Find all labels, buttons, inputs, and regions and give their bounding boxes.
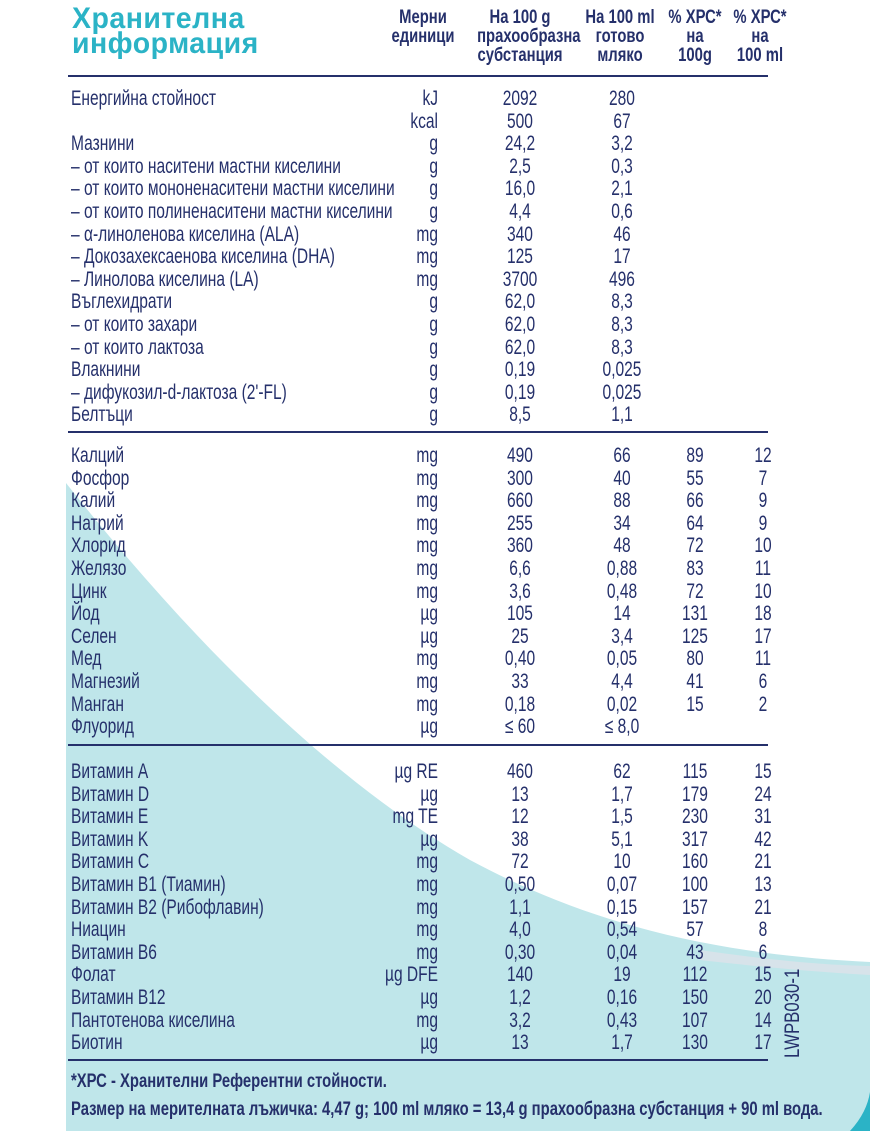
cell-p1: 112 — [682, 963, 708, 987]
cell-name: Ниацин — [71, 918, 126, 942]
cell-ml: 0,54 — [606, 918, 638, 942]
cell-ml: 62 — [613, 760, 631, 783]
column-header-line: готово — [595, 26, 645, 47]
cell-ml: 2,1 — [611, 177, 633, 201]
cell-ml: 280 — [609, 87, 635, 110]
cell-g: 0,30 — [504, 940, 536, 964]
table-row — [0, 201, 870, 223]
product-code: LWPB030-1 — [781, 968, 804, 1058]
cell-g: 2092 — [502, 87, 538, 110]
cell-name: Белтъци — [71, 403, 133, 427]
cell-name: Селен — [71, 624, 117, 648]
cell-g: 0,19 — [504, 358, 536, 382]
table-row — [0, 897, 870, 919]
table-row — [0, 382, 870, 404]
cell-g: 4,0 — [509, 918, 531, 942]
column-header-line: % ХРС* — [668, 7, 722, 28]
table-row — [0, 761, 870, 783]
cell-g: 12 — [511, 805, 529, 829]
cell-p2: 8 — [758, 918, 768, 942]
cell-name: Фолат — [71, 963, 116, 987]
cell-unit: mg — [416, 267, 438, 291]
cell-p2: 24 — [754, 782, 772, 806]
cell-name: Биотин — [71, 1031, 123, 1055]
cell-unit: µg — [420, 602, 438, 626]
cell-ml: 67 — [613, 109, 631, 133]
cell-unit: mg — [416, 557, 438, 580]
cell-name: Натрий — [71, 511, 124, 535]
cell-unit: mg — [416, 511, 438, 535]
cell-g: 62,0 — [504, 290, 536, 314]
cell-ml: 5,1 — [611, 827, 633, 851]
footnote-reference-values: *ХРС - Хранителни Референтни стойности. — [71, 1071, 387, 1092]
table-row — [0, 445, 870, 467]
table-row — [0, 603, 870, 625]
cell-name: – дифукозил-d-лактоза (2'-FL) — [71, 380, 287, 404]
cell-ml: 8,3 — [611, 313, 633, 336]
cell-unit: mg — [416, 1008, 438, 1032]
cell-p1: 41 — [686, 670, 704, 693]
cell-name: Йод — [71, 602, 100, 626]
cell-ml: 8,3 — [611, 335, 633, 359]
cell-ml: 1,7 — [611, 1031, 633, 1055]
cell-p1: 130 — [682, 1031, 708, 1055]
table-row — [0, 359, 870, 381]
cell-name: – от които захари — [71, 313, 198, 336]
cell-name: Магнезий — [71, 670, 140, 693]
table-row — [0, 490, 870, 512]
title-line-2: информация — [72, 27, 259, 60]
table-row — [0, 133, 870, 155]
cell-ml: ≤ 8,0 — [604, 715, 640, 739]
cell-unit: µg — [420, 715, 438, 739]
cell-p1: 55 — [686, 466, 704, 490]
cell-unit: µg — [420, 782, 438, 806]
cell-g: 3,2 — [509, 1008, 531, 1032]
column-header-line: на — [751, 26, 769, 47]
cell-unit: mg — [416, 444, 438, 467]
cell-p1: 179 — [682, 782, 708, 806]
cell-p2: 15 — [754, 760, 772, 783]
cell-name: Калий — [71, 489, 116, 513]
cell-p1: 100 — [682, 873, 708, 896]
cell-g: 490 — [507, 444, 533, 467]
cell-g: 1,2 — [509, 986, 531, 1009]
cell-g: 0,40 — [504, 647, 536, 671]
table-row — [0, 964, 870, 986]
table-row — [0, 156, 870, 178]
table-row — [0, 648, 870, 670]
table-row — [0, 626, 870, 648]
cell-ml: 0,6 — [611, 200, 633, 223]
cell-ml: 1,5 — [611, 805, 633, 829]
cell-g: 255 — [507, 511, 533, 535]
cell-p2: 11 — [754, 647, 772, 671]
table-row — [0, 558, 870, 580]
cell-unit: mg — [416, 692, 438, 716]
cell-unit: mg — [416, 647, 438, 671]
cell-ml: 1,1 — [611, 403, 633, 427]
cell-name: Витамин B12 — [71, 986, 166, 1009]
cell-unit: mg — [416, 895, 438, 919]
cell-g: 1,1 — [509, 895, 531, 919]
table-row — [0, 269, 870, 291]
cell-p2: 21 — [754, 895, 772, 919]
cell-name: Витамин B2 (Рибофлавин) — [71, 895, 264, 919]
cell-ml: 10 — [613, 850, 631, 874]
cell-name: – Линолова киселина (LA) — [71, 267, 259, 291]
column-header-per-100ml — [581, 8, 659, 65]
cell-name: – α-линоленова киселина (ALA) — [71, 222, 300, 246]
cell-p1: 150 — [682, 986, 708, 1009]
cell-ml: 1,7 — [611, 782, 633, 806]
cell-p2: 10 — [754, 534, 772, 558]
cell-ml: 0,3 — [611, 154, 633, 178]
cell-p2: 11 — [754, 557, 772, 580]
cell-unit: mg — [416, 245, 438, 269]
cell-g: 13 — [511, 782, 529, 806]
cell-ml: 0,04 — [606, 940, 638, 964]
table-row — [0, 535, 870, 557]
cell-g: 4,4 — [509, 200, 531, 223]
cell-name: – от които мононенаситени мастни киселини — [71, 177, 395, 201]
cell-unit: g — [429, 335, 438, 359]
cell-p1: 125 — [682, 624, 708, 648]
cell-unit: g — [429, 403, 438, 427]
cell-unit: mg — [416, 850, 438, 874]
cell-unit: mg — [416, 670, 438, 693]
cell-unit: µg — [420, 624, 438, 648]
cell-unit: mg — [416, 222, 438, 246]
cell-p1: 80 — [686, 647, 704, 671]
cell-unit: kJ — [422, 87, 438, 110]
cell-g: 16,0 — [504, 177, 536, 201]
cell-g: 0,19 — [504, 380, 536, 404]
cell-unit: µg RE — [394, 760, 438, 783]
cell-name: Витамин D — [71, 782, 150, 806]
column-header-line: На 100 g — [489, 7, 551, 28]
section-divider — [68, 744, 768, 746]
cell-ml: 88 — [613, 489, 631, 513]
cell-ml: 0,025 — [602, 358, 642, 382]
cell-ml: 0,15 — [606, 895, 638, 919]
cell-unit: µg DFE — [384, 963, 438, 987]
cell-p1: 89 — [686, 444, 704, 467]
table-row — [0, 671, 870, 693]
cell-name: Желязо — [71, 557, 127, 580]
column-header-per-100g — [477, 7, 581, 66]
cell-p1: 72 — [686, 579, 704, 603]
cell-ml: 66 — [613, 444, 631, 467]
table-row — [0, 694, 870, 716]
column-header-line: % ХРС* — [733, 7, 787, 28]
table-row — [0, 1032, 870, 1054]
cell-ml: 496 — [609, 267, 635, 291]
cell-name: Въглехидрати — [71, 290, 173, 314]
cell-name: – от които полиненаситени мастни киселини — [71, 200, 393, 223]
table-row — [0, 468, 870, 490]
cell-ml: 0,48 — [606, 579, 638, 603]
cell-p2: 9 — [758, 489, 768, 513]
cell-ml: 46 — [613, 222, 631, 246]
cell-name: Енергийна стойност — [71, 87, 216, 110]
cell-ml: 0,16 — [606, 986, 638, 1009]
cell-unit: mg TE — [392, 805, 438, 829]
table-row — [0, 88, 870, 110]
cell-name: Витамин C — [71, 850, 150, 874]
column-header-line: 100g — [678, 45, 712, 66]
cell-ml: 3,4 — [611, 624, 633, 648]
cell-p2: 6 — [758, 940, 768, 964]
cell-p1: 131 — [682, 602, 708, 626]
table-row — [0, 178, 870, 200]
cell-p1: 15 — [686, 692, 704, 716]
cell-name: Влакнини — [71, 358, 141, 382]
cell-p2: 17 — [754, 1031, 772, 1055]
cell-g: 33 — [511, 670, 529, 693]
cell-ml: 3,2 — [611, 132, 633, 156]
footnote-scoop-size: Размер на мерителната лъжичка: 4,47 g; 100 ml мляко = 13,4 g прахообразна субстанция + 90 ml вода. — [71, 1099, 823, 1120]
cell-ml: 0,43 — [606, 1008, 638, 1032]
cell-unit: mg — [416, 918, 438, 942]
table-row — [0, 784, 870, 806]
cell-ml: 40 — [613, 466, 631, 490]
cell-unit: g — [429, 380, 438, 404]
cell-unit: g — [429, 177, 438, 201]
cell-name: Витамин E — [71, 805, 149, 829]
footer-divider — [68, 1059, 768, 1061]
cell-unit: mg — [416, 873, 438, 896]
cell-unit: g — [429, 200, 438, 223]
cell-g: 360 — [507, 534, 533, 558]
cell-ml: 0,025 — [602, 380, 642, 404]
section-divider — [68, 431, 768, 433]
cell-unit: g — [429, 358, 438, 382]
column-header-line: на — [686, 26, 704, 47]
cell-unit: µg — [420, 986, 438, 1009]
cell-unit: mg — [416, 489, 438, 513]
table-row — [0, 987, 870, 1009]
table-row — [0, 716, 870, 738]
cell-name: Мазнини — [71, 132, 135, 156]
cell-p1: 64 — [686, 511, 704, 535]
table-row — [0, 919, 870, 941]
table-row — [0, 851, 870, 873]
table-row — [0, 337, 870, 359]
cell-g: 3700 — [502, 267, 538, 291]
header-divider — [68, 75, 768, 77]
cell-name: Мед — [71, 647, 102, 671]
cell-name: Хлорид — [71, 534, 126, 558]
cell-name: – от които наситени мастни киселини — [71, 154, 341, 178]
cell-unit: µg — [420, 827, 438, 851]
cell-g: 0,50 — [504, 873, 536, 896]
cell-name: Фосфор — [71, 466, 130, 490]
cell-ml: 34 — [613, 511, 631, 535]
column-header-units — [388, 8, 458, 46]
cell-name: Флуорид — [71, 715, 134, 739]
cell-g: 105 — [507, 602, 533, 626]
cell-name: Витамин A — [71, 760, 149, 783]
page-title — [72, 2, 259, 60]
table-row — [0, 111, 870, 133]
cell-g: 38 — [511, 827, 529, 851]
table-row — [0, 513, 870, 535]
cell-g: 500 — [507, 109, 533, 133]
cell-g: 340 — [507, 222, 533, 246]
cell-unit: mg — [416, 466, 438, 490]
table-row — [0, 806, 870, 828]
cell-p1: 115 — [682, 760, 708, 783]
column-header-line: 100 ml — [736, 45, 784, 66]
table-row — [0, 291, 870, 313]
column-header-line: Мерни — [399, 7, 447, 28]
cell-p2: 14 — [754, 1008, 772, 1032]
cell-name: Пантотенова киселина — [71, 1008, 235, 1032]
cell-unit: mg — [416, 534, 438, 558]
cell-p1: 107 — [682, 1008, 708, 1032]
cell-name: Калций — [71, 444, 125, 467]
cell-g: ≤ 60 — [504, 715, 536, 739]
cell-ml: 4,4 — [611, 670, 633, 693]
cell-name: Витамин B6 — [71, 940, 157, 964]
cell-name: Цинк — [71, 579, 107, 603]
cell-g: 62,0 — [504, 335, 536, 359]
cell-name: Витамин K — [71, 827, 149, 851]
cell-p2: 7 — [758, 466, 768, 490]
cell-p2: 20 — [754, 986, 772, 1009]
cell-g: 460 — [507, 760, 533, 783]
cell-p1: 157 — [682, 895, 708, 919]
column-header-rv-100g — [660, 8, 730, 65]
cell-p1: 66 — [686, 489, 704, 513]
cell-ml: 0,07 — [606, 873, 638, 896]
table-row — [0, 246, 870, 268]
cell-unit: g — [429, 313, 438, 336]
cell-name: Витамин B1 (Тиамин) — [71, 873, 226, 896]
cell-g: 0,18 — [504, 692, 536, 716]
cell-p2: 2 — [758, 692, 768, 716]
column-header-line: единици — [391, 26, 455, 47]
cell-g: 25 — [511, 624, 529, 648]
table-row — [0, 224, 870, 246]
cell-g: 125 — [507, 245, 533, 269]
cell-name: – от които лактоза — [71, 335, 204, 359]
cell-g: 140 — [507, 963, 533, 987]
table-row — [0, 829, 870, 851]
column-header-line: прахообразна — [477, 26, 581, 47]
cell-unit: g — [429, 132, 438, 156]
cell-ml: 8,3 — [611, 290, 633, 314]
cell-ml: 17 — [613, 245, 631, 269]
cell-unit: g — [429, 154, 438, 178]
column-header-line: На 100 ml — [585, 7, 655, 28]
cell-p1: 230 — [682, 805, 708, 829]
cell-p2: 6 — [758, 670, 768, 693]
cell-p1: 72 — [686, 534, 704, 558]
cell-g: 2,5 — [509, 154, 531, 178]
cell-g: 3,6 — [509, 579, 531, 603]
cell-unit: g — [429, 290, 438, 314]
cell-p2: 9 — [758, 511, 768, 535]
cell-g: 300 — [507, 466, 533, 490]
cell-g: 13 — [511, 1031, 529, 1055]
cell-name: Манган — [71, 692, 124, 716]
cell-p1: 317 — [682, 827, 708, 851]
cell-p2: 21 — [754, 850, 772, 874]
cell-unit: mg — [416, 940, 438, 964]
cell-name: – Докозахексаенова киселина (DHA) — [71, 245, 335, 269]
table-row — [0, 1010, 870, 1032]
cell-g: 6,6 — [509, 557, 531, 580]
cell-p2: 15 — [754, 963, 772, 987]
cell-g: 72 — [511, 850, 529, 874]
table-row — [0, 314, 870, 336]
cell-p2: 12 — [754, 444, 772, 467]
cell-p2: 10 — [754, 579, 772, 603]
column-header-line: мляко — [597, 45, 643, 66]
cell-ml: 14 — [613, 602, 631, 626]
cell-p1: 57 — [686, 918, 704, 942]
cell-p1: 43 — [686, 940, 704, 964]
cell-p2: 17 — [754, 624, 772, 648]
cell-p2: 18 — [754, 602, 772, 626]
cell-g: 660 — [507, 489, 533, 513]
cell-ml: 0,02 — [606, 692, 638, 716]
cell-unit: mg — [416, 579, 438, 603]
cell-ml: 0,05 — [606, 647, 638, 671]
table-row — [0, 874, 870, 896]
cell-p2: 42 — [754, 827, 772, 851]
column-header-rv-100ml — [725, 8, 795, 65]
cell-ml: 48 — [613, 534, 631, 558]
cell-p2: 13 — [754, 873, 772, 896]
cell-unit: kcal — [410, 109, 438, 133]
cell-g: 62,0 — [504, 313, 536, 336]
cell-g: 8,5 — [509, 403, 531, 427]
table-row — [0, 581, 870, 603]
table-row — [0, 404, 870, 426]
cell-ml: 19 — [613, 963, 631, 987]
cell-p1: 160 — [682, 850, 708, 874]
cell-unit: µg — [420, 1031, 438, 1055]
column-header-line: субстанция — [477, 45, 563, 66]
cell-g: 24,2 — [504, 132, 536, 156]
table-row — [0, 942, 870, 964]
cell-ml: 0,88 — [606, 557, 638, 580]
title-line-1: Хранителна — [72, 2, 245, 35]
cell-p2: 31 — [754, 805, 772, 829]
cell-p1: 83 — [686, 557, 704, 580]
